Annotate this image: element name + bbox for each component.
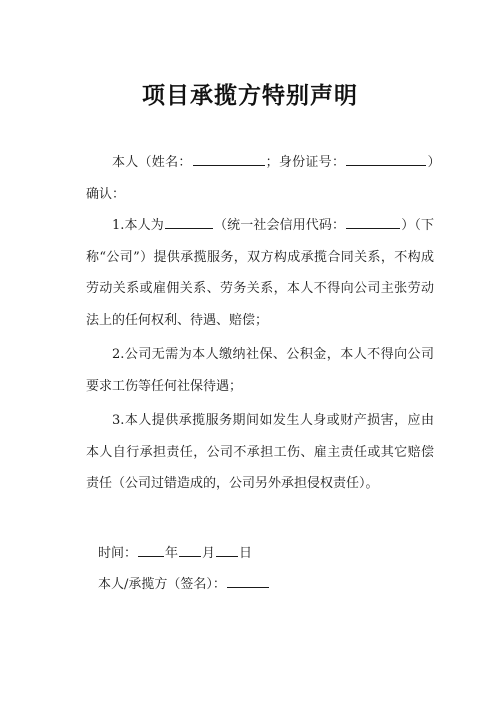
id-number-blank[interactable] — [346, 152, 426, 166]
page-title: 项目承揽方特别声明 — [142, 82, 358, 109]
month-label: 月 — [202, 545, 216, 561]
clause-2-paragraph: 2.公司无需为本人缴纳社保、公积金，本人不得向公司要求工伤等任何社保待遇； — [86, 347, 434, 394]
signature-label: 本人/承揽方（签名）： — [98, 576, 226, 592]
date-label: 时间： — [98, 545, 138, 561]
statement-body — [86, 147, 434, 500]
self-name-blank[interactable] — [165, 215, 213, 229]
clause-1-paragraph — [86, 210, 434, 336]
intro-text-name: 本人（姓名： — [112, 155, 192, 170]
signature-line — [86, 569, 434, 600]
clause-1-text-a: 1.本人为 — [112, 218, 164, 233]
month-blank[interactable] — [179, 543, 201, 557]
clause-3-paragraph: 3.本人提供承揽服务期间如发生人身或财产损害，应由本人自行承担责任，公司不承担工伤、雇主责任或其它赔偿责任（公司过错造成的，公司另外承担侵权责任）。 — [86, 413, 434, 491]
intro-text-id: ；身份证号： — [265, 155, 346, 170]
clause-1-text-b: （统一社会信用代码： — [213, 218, 346, 233]
year-blank[interactable] — [138, 543, 164, 557]
name-blank[interactable] — [193, 152, 265, 166]
day-label: 日 — [239, 545, 253, 561]
year-label: 年 — [165, 545, 179, 561]
day-blank[interactable] — [216, 543, 238, 557]
credit-code-blank[interactable] — [346, 215, 400, 229]
signature-blank[interactable] — [227, 574, 269, 588]
intro-paragraph — [86, 147, 434, 210]
clause-1-text-c: ）（下称“公司”）提供承揽服务，双方构成承揽合同关系，不构成劳动关系或雇佣关系、劳务关系，本人不得向公司主张劳动法上的任何权利、待遇、赔偿； — [86, 218, 434, 328]
intro-text-confirm: ）确认： — [86, 155, 434, 202]
signature-block — [86, 538, 434, 600]
date-line — [86, 538, 434, 569]
